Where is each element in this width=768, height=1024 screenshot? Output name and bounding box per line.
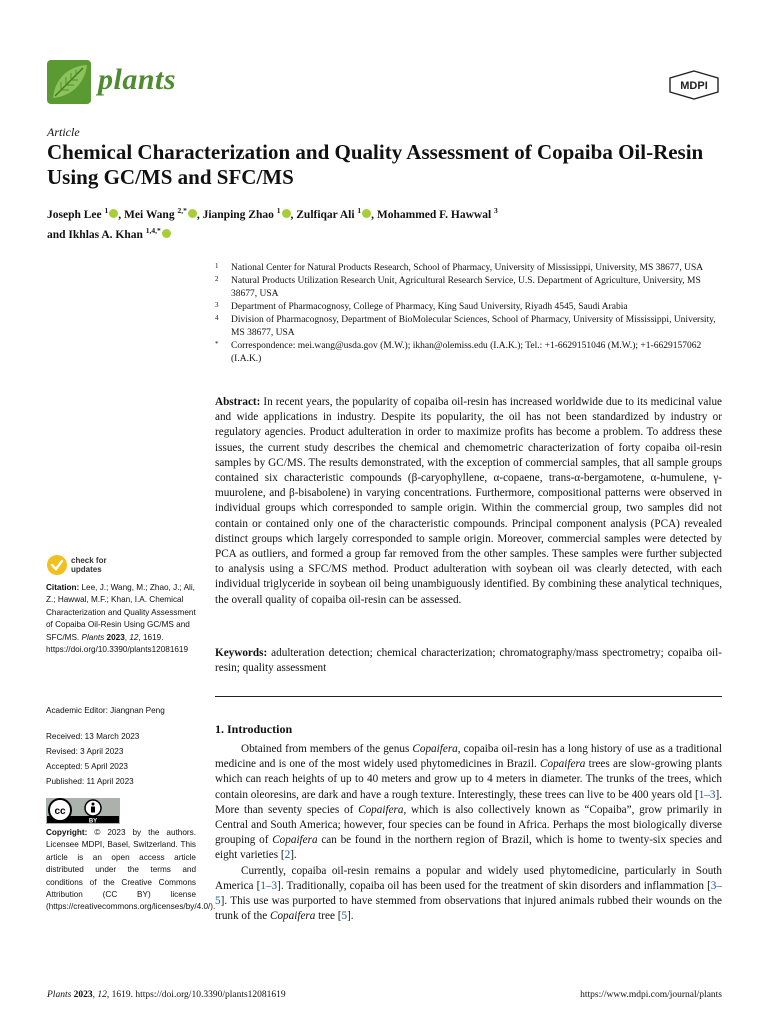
affiliation-item: 2 Natural Products Utilization Research Unit, Agricultural Research Service, U.S. Department of Agriculture, University, MS 38677, USA	[215, 275, 701, 299]
author-name[interactable]: Zulfiqar Ali	[296, 208, 355, 221]
citation: Citation: Lee, J.; Wang, M.; Zhao, J.; Ali, Z.; Hawwal, M.F.; Khan, I.A. Chemical Characterization and Quality Assessment of Copaiba Oil-Resin Using GC/MS and SFC/MS. Plants 2023, 12, 1619. https://doi.org/10.3390/plants12081619	[46, 583, 196, 655]
author-name[interactable]: Mei Wang	[124, 208, 175, 221]
abstract-label: Abstract:	[215, 396, 261, 408]
author-name[interactable]: Joseph Lee	[47, 208, 102, 221]
orcid-icon[interactable]	[162, 229, 171, 238]
journal-name: plants	[98, 63, 177, 96]
keywords	[215, 646, 722, 676]
orcid-icon[interactable]	[188, 209, 197, 218]
author-name[interactable]: Jianping Zhao	[202, 208, 274, 221]
author-name[interactable]: Ikhlas A. Khan	[68, 228, 143, 241]
mdpi-logo-text: MDPI	[680, 80, 708, 92]
reference-link[interactable]: 1–3	[260, 879, 278, 892]
orcid-icon[interactable]	[109, 209, 118, 218]
reference-link[interactable]: 2	[284, 849, 291, 862]
affiliation-item: 3 Department of Pharmacognosy, College of Pharmacy, King Saud University, Riyadh 4545, Saudi Arabia	[215, 301, 628, 312]
footer-citation: Plants 2023, 12, 1619. https://doi.org/10.3390/plants12081619	[47, 990, 286, 1000]
section-heading: 1. Introduction	[215, 722, 293, 736]
affiliations	[215, 262, 725, 366]
footer-journal-url[interactable]: https://www.mdpi.com/journal/plants	[580, 990, 722, 1000]
author-name[interactable]: Mohammed F. Hawwal	[376, 208, 492, 221]
keywords-text: adulteration detection; chemical characterization; chromatography/mass spectrometry; copaiba oil-resin; quality assessment	[215, 647, 723, 675]
copyright-notice: Copyright: © 2023 by the authors. Licensee MDPI, Basel, Switzerland. This article is an open access article distributed under the terms and conditions of the Creative Commons Attribution (CC BY) license (https://creativecommons.org/licenses/by/4.0/).	[46, 828, 216, 912]
published-date: Published: 11 April 2023	[46, 777, 134, 786]
abstract-text: In recent years, the popularity of copaiba oil-resin has increased worldwide due to its medicinal value and wide applications in industry. Despite its popularity, the oil has not been standardized by industry or regulatory agencies. Product adulteration in order to maximize profits has become a problem. To address these issues, the current study describes the chemical and chemometric characterization of forty copaiba oil-resin samples by GC/MS. The results demonstrated, with the exception of commercial samples, that all sample groups contained six characteristic compounds (β-caryophyllene, α-copaene, trans-α-bergamotene, α-humulene, γ-muurolene, and β-bisabolene) in varying concentrations. Furthermore, compositional patterns were observed in individual groups which corresponded to sample origin. Within the commercial group, two samples did not contain or contained only one of the characteristic compounds. Principal component analysis (PCA) revealed distinct groups which largely corresponded to sample origin. Moreover, commercial samples were detected by PCA as outliers, and formed a group far removed from the other samples. These samples were further subjected to analysis using a SFC/MS method. Product adulteration with soybean oil was clearly detected, with each individual triglyceride in soybean oil being unambiguously identified. By combining these analytical techniques, the overall quality of copaiba oil-resin can be assessed.	[215, 396, 722, 606]
cc-by-license-icon[interactable]	[46, 798, 120, 824]
check-updates-icon	[46, 554, 68, 576]
received-date: Received: 13 March 2023	[46, 732, 140, 741]
reference-link[interactable]: 5	[341, 910, 348, 923]
reference-link[interactable]: 1–3	[698, 788, 716, 801]
academic-editor: Academic Editor: Jiangnan Peng	[46, 706, 165, 715]
mdpi-logo-icon	[668, 70, 720, 100]
footer-doi[interactable]: , 1619. https://doi.org/10.3390/plants12081619	[106, 990, 286, 1000]
affiliation-item: 4 Division of Pharmacognosy, Department of BioMolecular Sciences, School of Pharmacy, University of Mississippi, University, MS 38677, USA	[215, 314, 716, 338]
orcid-icon[interactable]	[362, 209, 371, 218]
publication-dates	[46, 729, 139, 789]
doi-link[interactable]: , 1619. https://doi.org/10.3390/plants12081619	[46, 632, 189, 655]
correspondence: * Correspondence: mei.wang@usda.gov (M.W.); ikhan@olemiss.edu (I.A.K.); Tel.: +1-6629151046 (M.W.); +1-6629157062 (I.A.K.)	[215, 340, 702, 364]
paragraph: Obtained from members of the genus Copaifera, copaiba oil-resin has a long history of use as a traditional medicine and is one of the most widely used phytomedicines in Brazil. Copaifera trees are slow-growing plants which can reach heights of up to 40 meters and grow up to 4 meters in diameter. The trunks of the trees, which contain oleoresins, are dark and have a rough texture. Interestingly, these trees can live to be 400 years old [1–3]. More than seventy species of Copaifera, which is also collectively known as “Copaiba”, grow primarily in Central and South America; however, four species can be found in Africa. Perhaps the most biologically diverse grouping of Copaifera can be found in the northern region of Brazil, which is home to twenty-six species and eight varieties [2].	[215, 743, 723, 862]
keywords-label: Keywords:	[215, 647, 268, 659]
cc-badge-text: BY	[88, 818, 98, 824]
orcid-icon[interactable]	[282, 209, 291, 218]
article-title: Chemical Characterization and Quality Assessment of Copaiba Oil-Resin Using GC/MS and SFC/MS	[47, 140, 704, 189]
reference-link[interactable]: 3–5	[215, 879, 722, 908]
revised-date: Revised: 3 April 2023	[46, 747, 124, 756]
svg-text:cc: cc	[54, 806, 66, 817]
author-connector: and	[47, 228, 66, 241]
article-type: Article	[47, 125, 80, 139]
check-for-updates-badge[interactable]: check for updates	[46, 554, 156, 578]
accepted-date: Accepted: 5 April 2023	[46, 762, 128, 771]
section-divider	[215, 696, 722, 697]
leaf-logo-icon	[47, 60, 91, 104]
affiliation-item: 1 National Center for Natural Products Research, School of Pharmacy, University of Mississippi, University, MS 38677, USA	[215, 262, 704, 273]
introduction-body	[215, 742, 722, 924]
paragraph: Currently, copaiba oil-resin remains a popular and widely used phytomedicine, particularly in South America [1–3]. Traditionally, copaiba oil has been used for the treatment of skin disorders and inflammation [3–5]. This use was purported to have stemmed from observations that injured animals rubbed their wounds on the trunk of the Copaifera tree [5].	[215, 864, 722, 923]
author-list: Joseph Lee $^1$ , Mei Wang $^{2,*}$ , Jianping Zhao $^1$ , Zulfiqar Ali $^1$ , Mohammed F. Hawwal $^3$ and Ikhlas A. Khan $^{1,4,*}$	[47, 206, 498, 241]
abstract	[215, 395, 722, 608]
